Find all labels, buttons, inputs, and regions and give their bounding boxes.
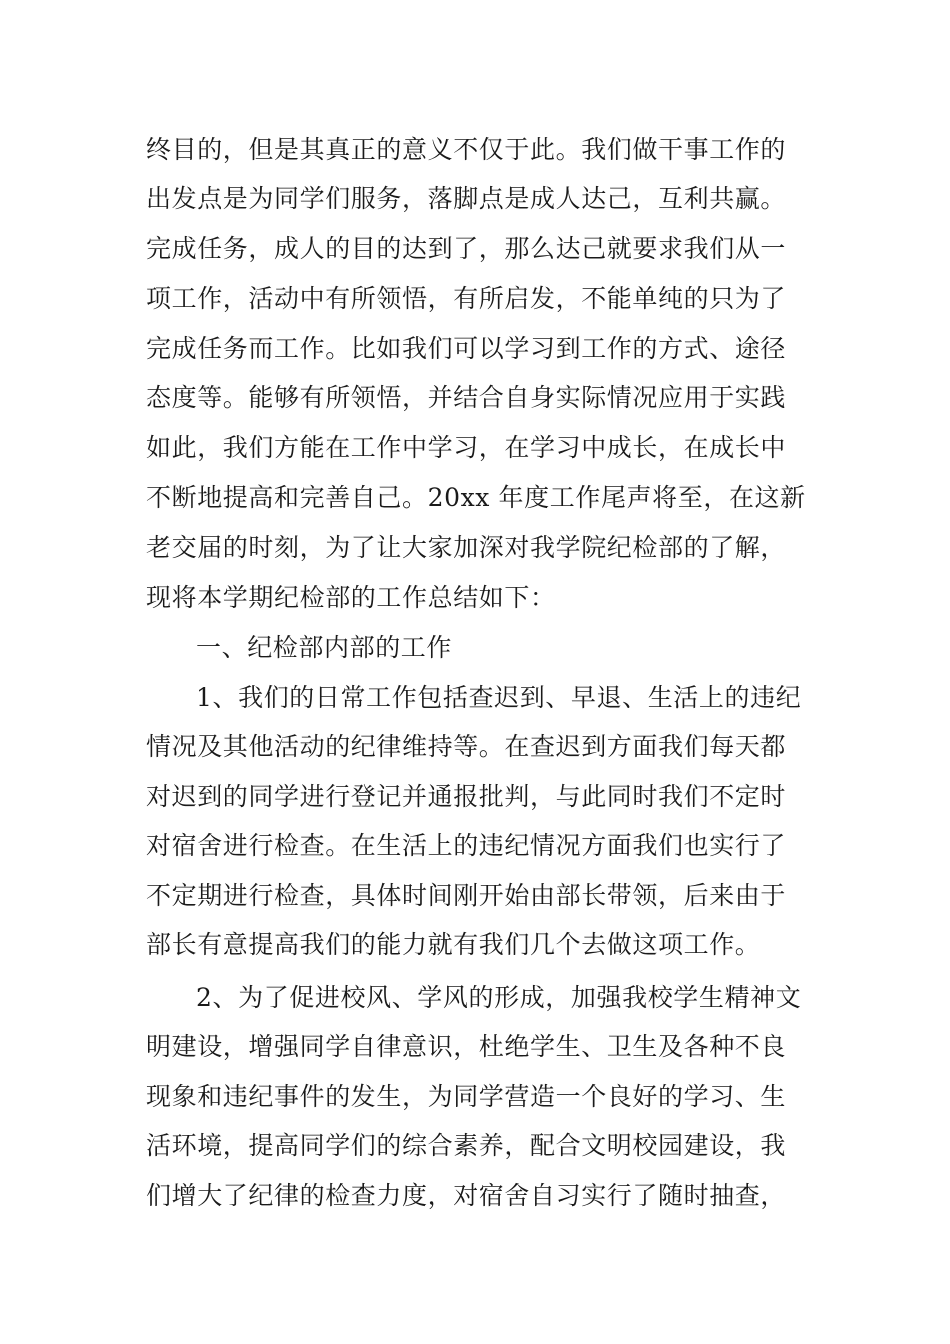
paragraph-start: 2、为了促进校风、学风的形成，加强我校学生精神文 <box>196 983 802 1012</box>
text-line: 出发点是为同学们服务，落脚点是成人达己，互利共赢。 <box>146 184 787 213</box>
text-line: 部长有意提高我们的能力就有我们几个去做这项工作。 <box>146 930 761 959</box>
text-line: 不断地提高和完善自己。20xx 年度工作尾声将至，在这新 <box>146 483 806 512</box>
text-line: 完成任务而工作。比如我们可以学习到工作的方式、途径 <box>146 334 787 363</box>
text-line: 活环境，提高同学们的综合素养，配合文明校园建设，我 <box>146 1131 787 1160</box>
text-line: 终目的，但是其真正的意义不仅于此。我们做干事工作的 <box>146 135 787 164</box>
text-line: 态度等。能够有所领悟，并结合自身实际情况应用于实践 <box>146 383 787 412</box>
text-line: 如此，我们方能在工作中学习，在学习中成长，在成长中 <box>146 433 787 462</box>
text-line: 对宿舍进行检查。在生活上的违纪情况方面我们也实行了 <box>146 831 787 860</box>
section-heading: 一、纪检部内部的工作 <box>196 633 453 662</box>
paragraph-start: 1、我们的日常工作包括查迟到、早退、生活上的违纪 <box>196 683 802 712</box>
text-line: 们增大了纪律的检查力度，对宿舍自习实行了随时抽查， <box>146 1181 787 1210</box>
text-line: 现将本学期纪检部的工作总结如下： <box>146 583 556 612</box>
text-line: 项工作，活动中有所领悟，有所启发，不能单纯的只为了 <box>146 284 787 313</box>
text-line: 现象和违纪事件的发生，为同学营造一个良好的学习、生 <box>146 1082 787 1111</box>
text-line: 情况及其他活动的纪律维持等。在查迟到方面我们每天都 <box>146 732 787 761</box>
text-line: 完成任务，成人的目的达到了，那么达己就要求我们从一 <box>146 234 787 263</box>
text-line: 不定期进行检查，具体时间刚开始由部长带领，后来由于 <box>146 881 787 910</box>
text-line: 明建设，增强同学自律意识，杜绝学生、卫生及各种不良 <box>146 1032 787 1061</box>
text-line: 老交届的时刻，为了让大家加深对我学院纪检部的了解， <box>146 533 787 562</box>
text-line: 对迟到的同学进行登记并通报批判，与此同时我们不定时 <box>146 782 787 811</box>
